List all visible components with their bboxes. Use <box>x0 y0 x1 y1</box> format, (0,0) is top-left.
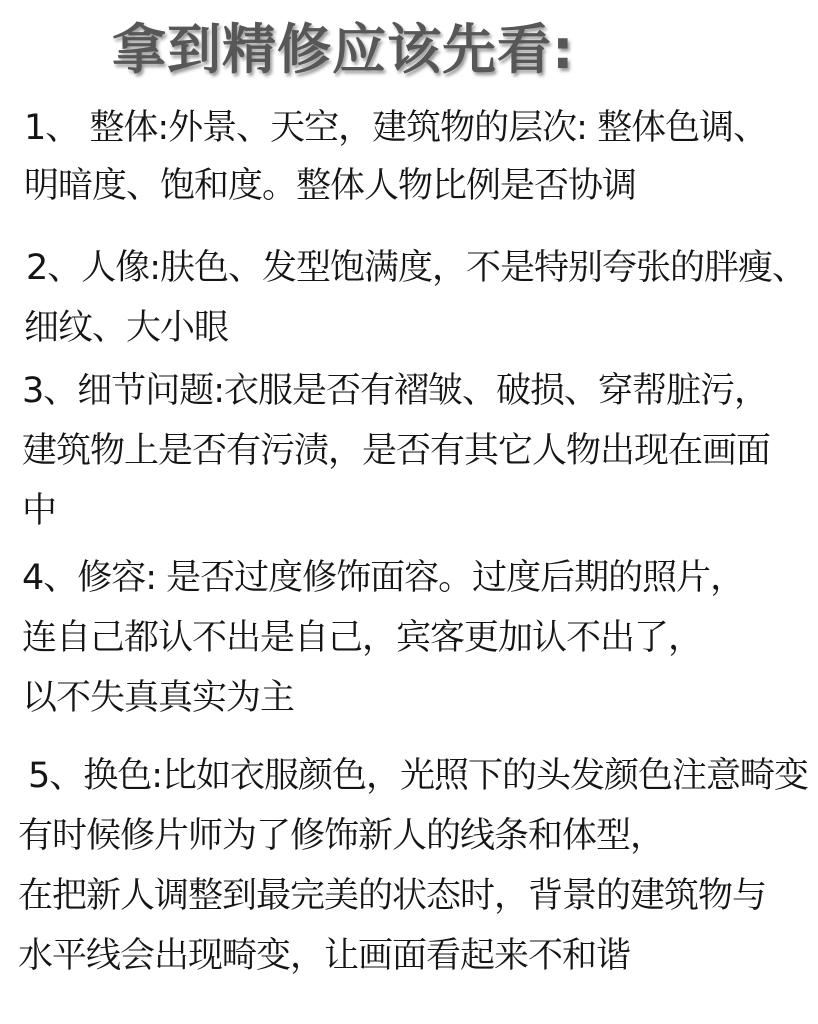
section-4-line-1: 4、修容: 是否过度修饰面容。过度后期的照片， <box>22 558 745 598</box>
section-5-line-3: 在把新人调整到最完美的状态时，背景的建筑物与 <box>18 876 767 916</box>
section-5-line-2: 有时候修片师为了修饰新人的线条和体型， <box>18 816 665 856</box>
page-title: 拿到精修应该先看: <box>112 18 575 81</box>
section-2-line-1: 2、人像:肤色、发型饱满度，不是特别夸张的胖瘦、 <box>26 248 807 288</box>
section-2-line-2: 细纹、大小眼 <box>24 308 229 348</box>
section-3-line-3: 中 <box>22 491 57 531</box>
section-3-line-2: 建筑物上是否有污渍，是否有其它人物出现在画面 <box>22 431 771 471</box>
section-4-line-2: 连自己都认不出是自己，宾客更加认不出了， <box>22 618 703 658</box>
section-1-line-2: 明暗度、饱和度。整体人物比例是否协调 <box>24 166 637 206</box>
section-5-line-4: 水平线会出现畸变，让画面看起来不和谐 <box>18 936 631 976</box>
section-5-line-1: 5、换色:比如衣服颜色，光照下的头发颜色注意畸变 <box>28 756 809 796</box>
section-1-line-1: 1、 整体:外景、天空，建筑物的层次: 整体色调、 <box>24 108 768 148</box>
section-3-line-1: 3、细节问题:衣服是否有褶皱、破损、穿帮脏污， <box>22 371 769 411</box>
section-4-line-3: 以不失真真实为主 <box>22 678 295 718</box>
